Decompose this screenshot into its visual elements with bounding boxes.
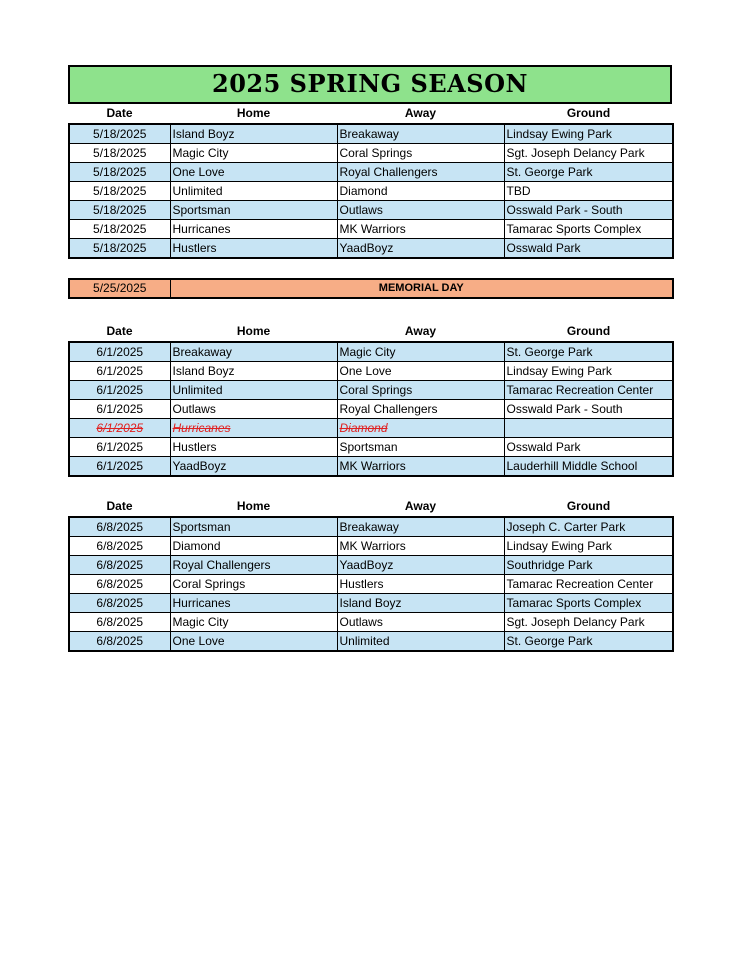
cell-home: Unlimited — [170, 182, 337, 201]
cell-away: One Love — [337, 362, 504, 381]
game-row — [69, 362, 673, 381]
schedule-table-week1 — [68, 104, 674, 259]
cell-away: MK Warriors — [337, 220, 504, 239]
cell-away: Outlaws — [337, 201, 504, 220]
header-row — [69, 104, 673, 124]
cell-home: Royal Challengers — [170, 556, 337, 575]
cell-away: MK Warriors — [337, 457, 504, 477]
col-header-away: Away — [404, 106, 437, 120]
game-row — [69, 163, 673, 182]
cell-ground: St. George Park — [504, 163, 673, 182]
cell-ground: Lindsay Ewing Park — [504, 124, 673, 144]
cell-away: Sportsman — [337, 438, 504, 457]
col-header-ground: Ground — [566, 499, 611, 513]
cell-date: 5/18/2025 — [69, 163, 170, 182]
cell-away: MK Warriors — [337, 537, 504, 556]
cell-away: Coral Springs — [337, 381, 504, 400]
cell-away: Royal Challengers — [337, 163, 504, 182]
cell-ground: Tamarac Recreation Center — [504, 575, 673, 594]
game-row — [69, 457, 673, 477]
header-row — [69, 497, 673, 517]
cell-ground: Tamarac Sports Complex — [504, 220, 673, 239]
game-row — [69, 144, 673, 163]
cell-ground: Lindsay Ewing Park — [504, 537, 673, 556]
cell-date: 5/18/2025 — [69, 220, 170, 239]
cell-date: 6/1/2025 — [69, 381, 170, 400]
game-row — [69, 381, 673, 400]
cell-date: 6/8/2025 — [69, 537, 170, 556]
game-row — [69, 239, 673, 259]
cell-home: One Love — [170, 163, 337, 182]
game-row — [69, 613, 673, 632]
cell-ground: Sgt. Joseph Delancy Park — [504, 144, 673, 163]
col-header-home: Home — [236, 324, 271, 338]
cell-ground: St. George Park — [504, 632, 673, 652]
cell-away: Breakaway — [337, 517, 504, 537]
cell-date: 5/18/2025 — [69, 201, 170, 220]
cell-ground: Osswald Park - South — [504, 201, 673, 220]
col-header-home: Home — [236, 499, 271, 513]
cell-home: YaadBoyz — [170, 457, 337, 477]
cell-date: 5/18/2025 — [69, 124, 170, 144]
cell-home: Magic City — [170, 144, 337, 163]
cell-away: Outlaws — [337, 613, 504, 632]
cell-ground: Osswald Park — [504, 438, 673, 457]
cell-home: Sportsman — [170, 201, 337, 220]
cell-home: Sportsman — [170, 517, 337, 537]
cell-ground — [504, 419, 673, 438]
cell-date: 5/18/2025 — [69, 239, 170, 259]
cell-away: Island Boyz — [337, 594, 504, 613]
game-row — [69, 537, 673, 556]
game-row — [69, 400, 673, 419]
col-header-date: Date — [106, 324, 133, 338]
cell-date: 6/1/2025 — [69, 457, 170, 477]
cell-away: YaadBoyz — [337, 556, 504, 575]
cell-home: Hustlers — [170, 438, 337, 457]
cell-home: Diamond — [170, 537, 337, 556]
cell-home: Hurricanes — [170, 419, 337, 438]
game-row-cancelled — [69, 419, 673, 438]
cell-home: One Love — [170, 632, 337, 652]
cell-home: Outlaws — [170, 400, 337, 419]
game-row — [69, 342, 673, 362]
col-header-date: Date — [106, 499, 133, 513]
game-row — [69, 182, 673, 201]
col-header-date: Date — [106, 106, 133, 120]
schedule-sheet — [68, 65, 672, 652]
cell-home: Unlimited — [170, 381, 337, 400]
cell-date: 6/1/2025 — [69, 342, 170, 362]
header-row — [69, 322, 673, 342]
cell-away: Royal Challengers — [337, 400, 504, 419]
game-row — [69, 556, 673, 575]
game-row — [69, 124, 673, 144]
game-row — [69, 220, 673, 239]
holiday-table — [68, 278, 674, 299]
col-header-home: Home — [236, 106, 271, 120]
cell-date: 6/8/2025 — [69, 594, 170, 613]
cell-date: 5/18/2025 — [69, 182, 170, 201]
cell-away: Hustlers — [337, 575, 504, 594]
cell-date: 5/18/2025 — [69, 144, 170, 163]
cell-home: Coral Springs — [170, 575, 337, 594]
game-row — [69, 201, 673, 220]
cell-away: Coral Springs — [337, 144, 504, 163]
cell-date: 6/1/2025 — [69, 362, 170, 381]
cell-away: Magic City — [337, 342, 504, 362]
cell-ground: TBD — [504, 182, 673, 201]
col-header-ground: Ground — [566, 324, 611, 338]
cell-away: Diamond — [337, 182, 504, 201]
col-header-away: Away — [404, 499, 437, 513]
cell-away: Breakaway — [337, 124, 504, 144]
holiday-name: MEMORIAL DAY — [170, 279, 673, 298]
game-row — [69, 632, 673, 652]
games-week1 — [69, 124, 673, 258]
holiday-date: 5/25/2025 — [69, 279, 170, 298]
cell-date: 6/8/2025 — [69, 632, 170, 652]
game-row — [69, 575, 673, 594]
cell-home: Island Boyz — [170, 124, 337, 144]
cell-date: 6/1/2025 — [69, 438, 170, 457]
cell-home: Hurricanes — [170, 594, 337, 613]
game-row — [69, 517, 673, 537]
cell-date: 6/8/2025 — [69, 575, 170, 594]
schedule-table-week3 — [68, 497, 674, 652]
season-title: 2025 SPRING SEASON — [68, 65, 672, 104]
holiday-row — [69, 279, 673, 298]
cell-ground: Joseph C. Carter Park — [504, 517, 673, 537]
games-week3 — [69, 517, 673, 651]
cell-ground: Tamarac Recreation Center — [504, 381, 673, 400]
cell-ground: Osswald Park - South — [504, 400, 673, 419]
game-row — [69, 594, 673, 613]
cell-home: Hustlers — [170, 239, 337, 259]
cell-away: Unlimited — [337, 632, 504, 652]
cell-away: Diamond — [337, 419, 504, 438]
cell-date: 6/8/2025 — [69, 613, 170, 632]
cell-ground: Sgt. Joseph Delancy Park — [504, 613, 673, 632]
cell-home: Hurricanes — [170, 220, 337, 239]
cell-ground: Southridge Park — [504, 556, 673, 575]
cell-date: 6/1/2025 — [69, 419, 170, 438]
cell-ground: Lindsay Ewing Park — [504, 362, 673, 381]
cell-home: Breakaway — [170, 342, 337, 362]
schedule-table-week2 — [68, 322, 674, 477]
cell-ground: Lauderhill Middle School — [504, 457, 673, 477]
cell-ground: Tamarac Sports Complex — [504, 594, 673, 613]
cell-home: Island Boyz — [170, 362, 337, 381]
cell-date: 6/8/2025 — [69, 556, 170, 575]
cell-ground: Osswald Park — [504, 239, 673, 259]
cell-away: YaadBoyz — [337, 239, 504, 259]
games-week2 — [69, 342, 673, 476]
cell-home: Magic City — [170, 613, 337, 632]
col-header-away: Away — [404, 324, 437, 338]
cell-date: 6/1/2025 — [69, 400, 170, 419]
game-row — [69, 438, 673, 457]
col-header-ground: Ground — [566, 106, 611, 120]
cell-ground: St. George Park — [504, 342, 673, 362]
cell-date: 6/8/2025 — [69, 517, 170, 537]
